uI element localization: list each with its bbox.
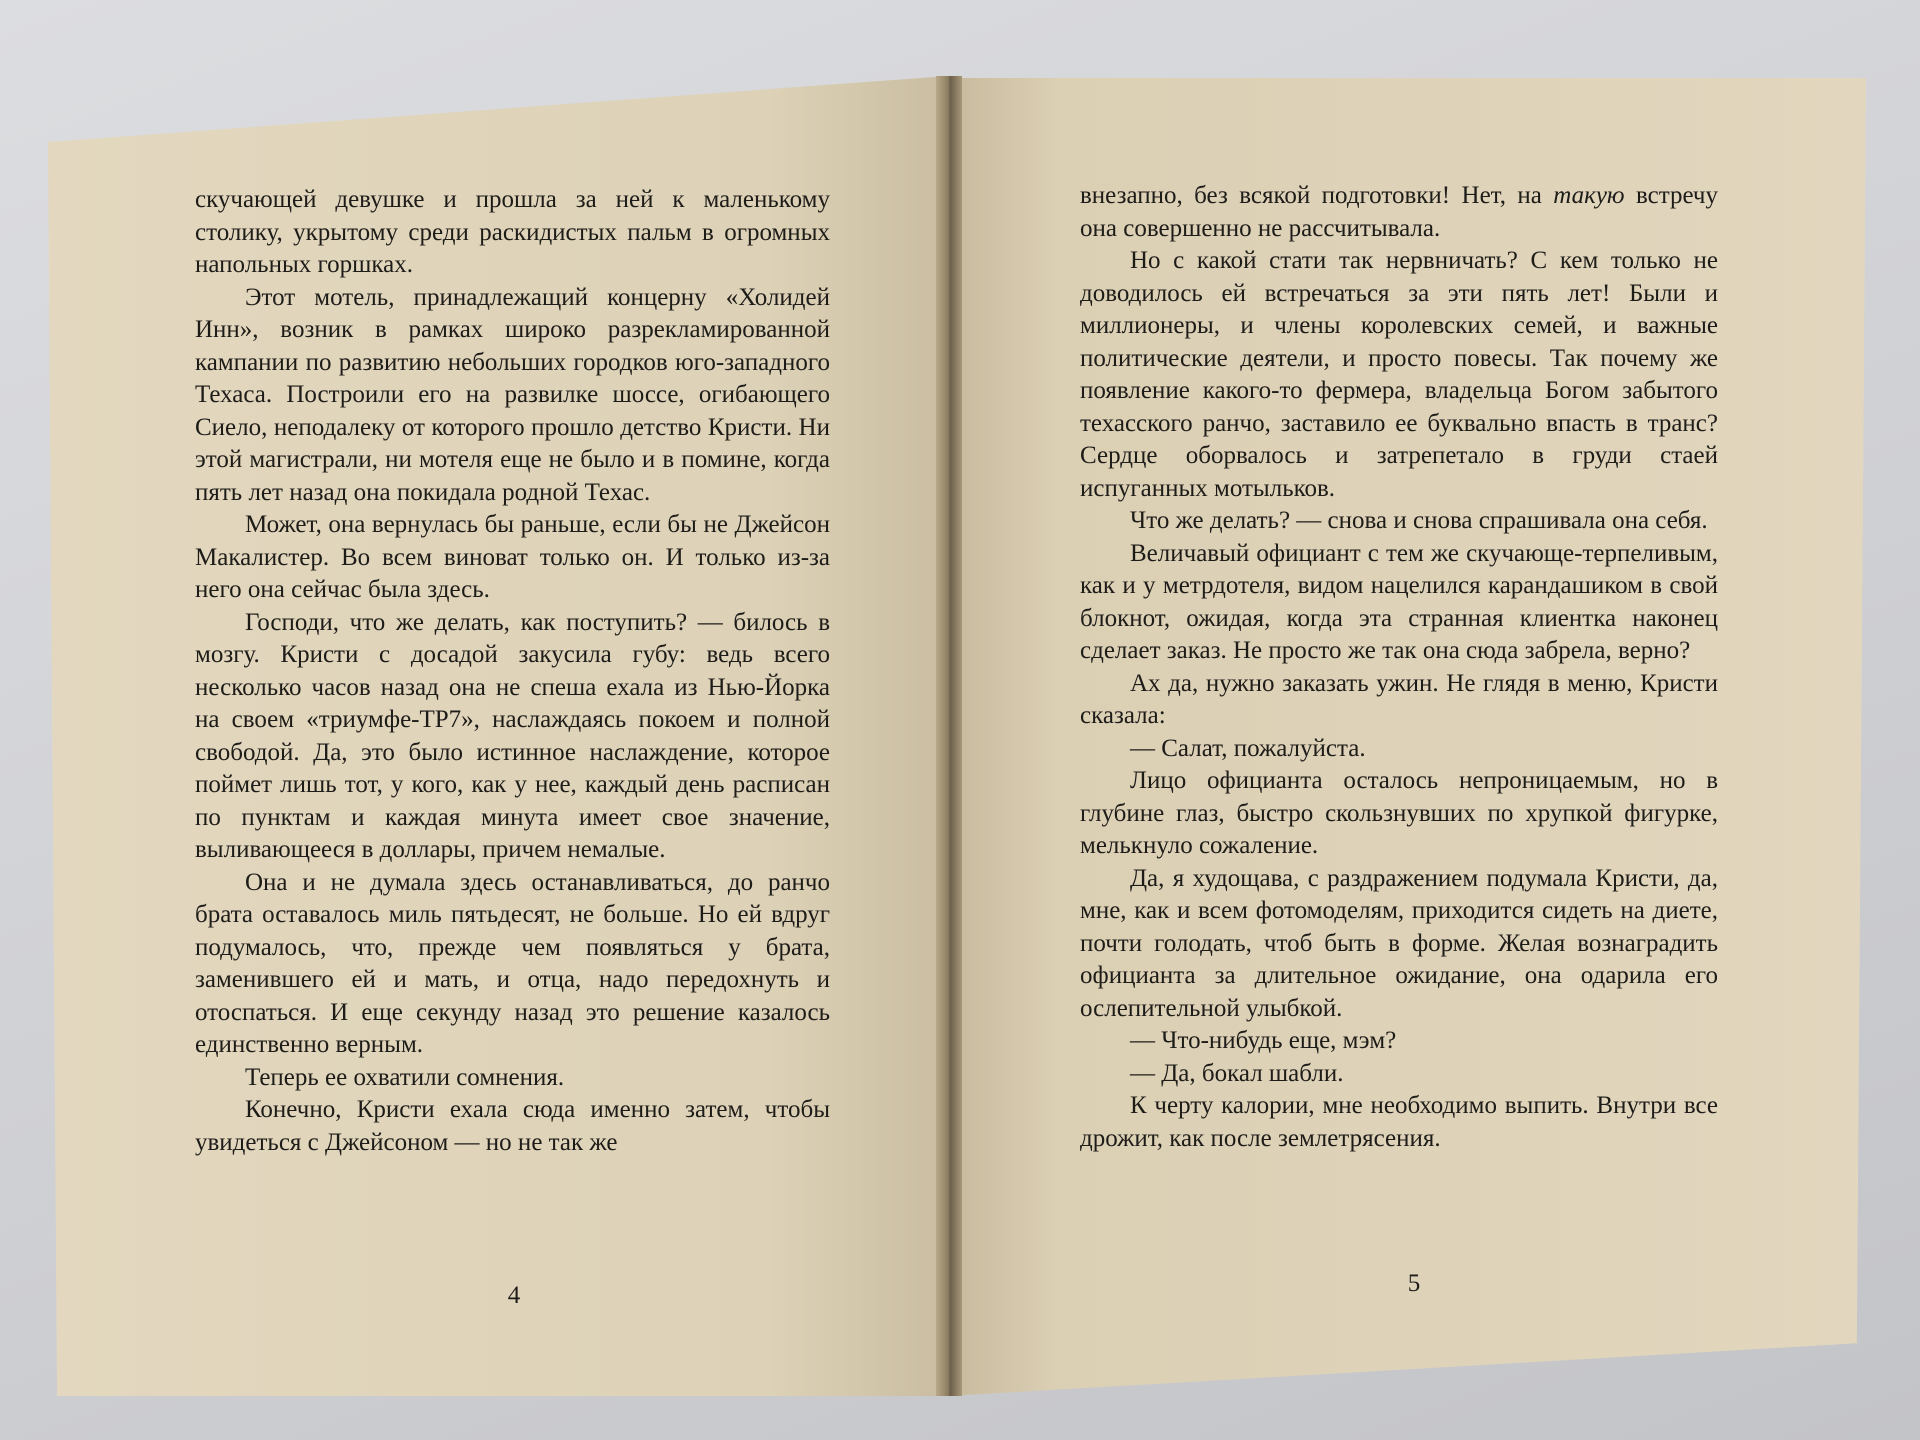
page-number-left: 4 <box>507 1282 521 1309</box>
paragraph: Величавый официант с тем же скучающе-терпеливым, как и у метрдотеля, видом нацелился карандашиком в свой блокнот, ожидая, когда эта странная клиентка наконец сделает заказ. Не просто же так она сюда забрела, верно? <box>1080 539 1718 664</box>
paragraph: Этот мотель, принадлежащий концерну «Холидей Инн», возник в рамках широко разрекламированной кампании по развитию небольших городков юго-западного Техаса. Построили его на развилке шоссе, огибающего Сиело, неподалеку от которого прошло детство Кристи. Ни этой магистрали, ни мотеля еще не было и в помине, когда пять лет назад она покидала родной Техас. <box>195 283 830 506</box>
paragraph: Господи, что же делать, как поступить? — билось в мозгу. Кристи с досадой закусила губу: ведь всего несколько часов назад она не спеша ехала из Нью-Йорка на своем «триумфе-ТР7», наслаждаясь покоем и полной свободой. Да, это было истинное наслаждение, которое поймет лишь тот, у кого, как у нее, каждый день расписан по пунктам и каждая минута имеет свое значение, выливающееся в доллары, причем немалые. <box>195 608 830 863</box>
right-page-text <box>1080 180 1718 1155</box>
book-spine-gutter <box>936 76 962 1396</box>
page-number-right: 5 <box>1407 1270 1421 1297</box>
paragraph: — Да, бокал шабли. <box>1130 1059 1344 1087</box>
paragraph: скучающей девушке и прошла за ней к маленькому столику, укрытому среди раскидистых пальм в огромных напольных горшках. <box>195 186 830 278</box>
paragraph: Теперь ее охватили сомнения. <box>245 1063 565 1091</box>
paragraph: К черту калории, мне необходимо выпить. Внутри все дрожит, как после землетрясения. <box>1080 1092 1718 1152</box>
emphasized-word: такую <box>1553 182 1625 209</box>
paragraph: — Салат, пожалуйста. <box>1130 734 1366 762</box>
paragraph-text: внезапно, без всякой подготовки! Нет, на <box>1080 182 1554 209</box>
paragraph: Лицо официанта осталось непроницаемым, но в глубине глаз, быстро скользнувших по хрупкой фигурке, мелькнуло сожаление. <box>1080 767 1718 859</box>
left-page-text <box>195 184 830 1159</box>
paragraph: Но с какой стати так нервничать? С кем только не доводилось ей встречаться за эти пять лет! Были и миллионеры, и члены королевских семей, и важные политические деятели, и просто повесы. Так почему же появление какого-то фермера, владельца Богом забытого техасского ранчо, заставило ее буквально впасть в транс? Сердце оборвалось и затрепетало в груди стаей испуганных мотыльков. <box>1080 247 1718 502</box>
paragraph: Конечно, Кристи ехала сюда именно затем, чтобы увидеться с Джейсоном — но не так же <box>195 1096 830 1156</box>
paragraph: Что же делать? — снова и снова спрашивала она себя. <box>1130 507 1708 534</box>
paragraph: Она и не думала здесь останавливаться, до ранчо брата оставалось миль пятьдесят, не больше. Но ей вдруг подумалось, что, прежде чем появляться у брата, заменившего ей и мать, и отца, надо передохнуть и отоспаться. И еще секунду назад это решение казалось единственно верным. <box>195 868 830 1058</box>
paragraph-text: встречу она совершенно не рассчитывала. <box>1080 182 1718 242</box>
paragraph: Ах да, нужно заказать ужин. Не глядя в меню, Кристи сказала: <box>1080 669 1718 729</box>
paragraph: — Что-нибудь еще, мэм? <box>1130 1027 1397 1054</box>
paragraph: Может, она вернулась бы раньше, если бы не Джейсон Макалистер. Во всем виноват только он. И только из-за него она сейчас была здесь. <box>195 511 830 603</box>
paragraph: Да, я худощава, с раздражением подумала Кристи, да, мне, как и всем фотомоделям, приходится сидеть на диете, почти голодать, чтоб быть в форме. Желая вознаградить официанта за длительное ожидание, она одарила его ослепительной улыбкой. <box>1080 864 1718 1022</box>
paragraph-continued <box>1080 180 1718 245</box>
